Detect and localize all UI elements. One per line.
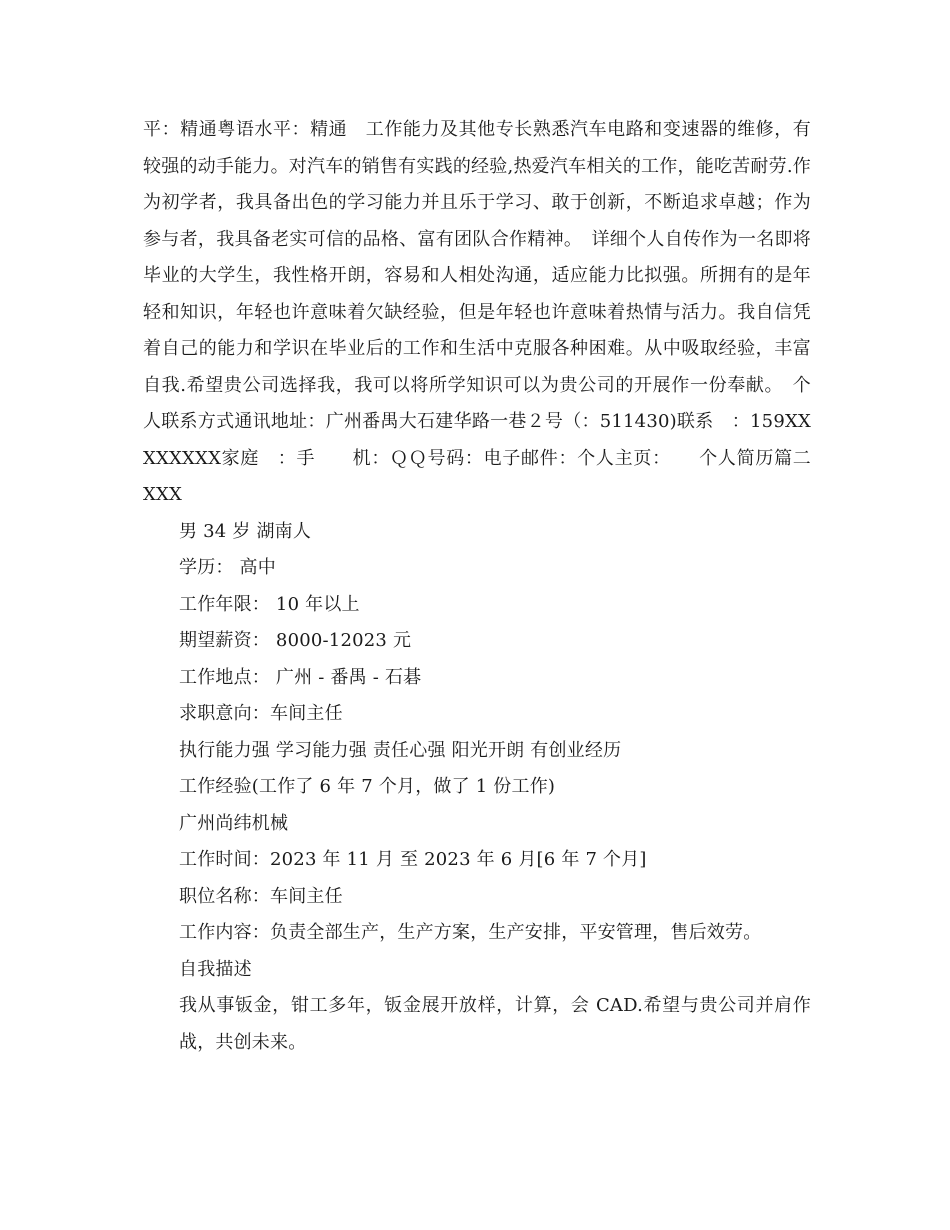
work-experience-heading: 工作经验(工作了 6 年 7 个月，做了 1 份工作) bbox=[179, 776, 556, 797]
company-name: 广州尚纬机械 bbox=[179, 812, 289, 834]
closing-paragraph: 我从事钣金，钳工多年，钣金展开放样，计算，会 CAD.希望与贵公司并肩作战，共创未来。 bbox=[179, 995, 811, 1053]
work-years-line: 工作年限： 10 年以上 bbox=[179, 593, 360, 615]
personal-basic-info: 男 34 岁 湖南人 bbox=[179, 520, 312, 542]
education-line: 学历： 高中 bbox=[179, 557, 276, 578]
work-period-line: 工作时间：2023 年 11 月 至 2023 年 6 月[6 年 7 个月] bbox=[179, 849, 647, 870]
job-intention-line: 求职意向：车间主任 bbox=[179, 703, 343, 724]
intro-paragraph: 平：精通粤语水平：精通 工作能力及其他专长熟悉汽车电路和变速器的维修，有较强的动手能力。对汽车的销售有实践的经验,热爱汽车相关的工作，能吃苦耐劳.作为初学者，我具备出色的学习能力并且乐于学习、敢于创新，不断追求卓越；作为参与者，我具备老实可信的品格、富有团队合作精神。 详细个人自传作为一名即将毕业的大学生，我性格开朗，容易和人相处沟通，适应能力比拟强。所拥有的是年轻和知识，年轻也许意味着欠缺经验，但是年轻也许意味着热情与活力。我自信凭着自己的能力和学识在毕业后的工作和生活中克服各种困难。从中吸取经验，丰富自我.希望贵公司选择我，我可以将所学知识可以为贵公司的开展作一份奉献。 个人联系方式通讯地址：广州番禺大石建华路一巷２号（：511430)联系 ：159XXXXXXXX家庭 ：手 机：ＱＱ号码：电子邮件：个人主页： 个人简历篇二 XXX bbox=[143, 119, 848, 505]
job-content-line: 工作内容：负责全部生产，生产方案，生产安排，平安管理，售后效劳。 bbox=[179, 922, 762, 943]
document-body bbox=[143, 112, 848, 1061]
expected-salary-line: 期望薪资： 8000-12023 元 bbox=[179, 630, 412, 651]
job-title-line: 职位名称：车间主任 bbox=[179, 885, 343, 907]
strengths-line: 执行能力强 学习能力强 责任心强 阳光开朗 有创业经历 bbox=[179, 739, 622, 761]
self-description-heading: 自我描述 bbox=[179, 958, 252, 980]
work-location-line: 工作地点： 广州 - 番禺 - 石碁 bbox=[179, 666, 422, 688]
